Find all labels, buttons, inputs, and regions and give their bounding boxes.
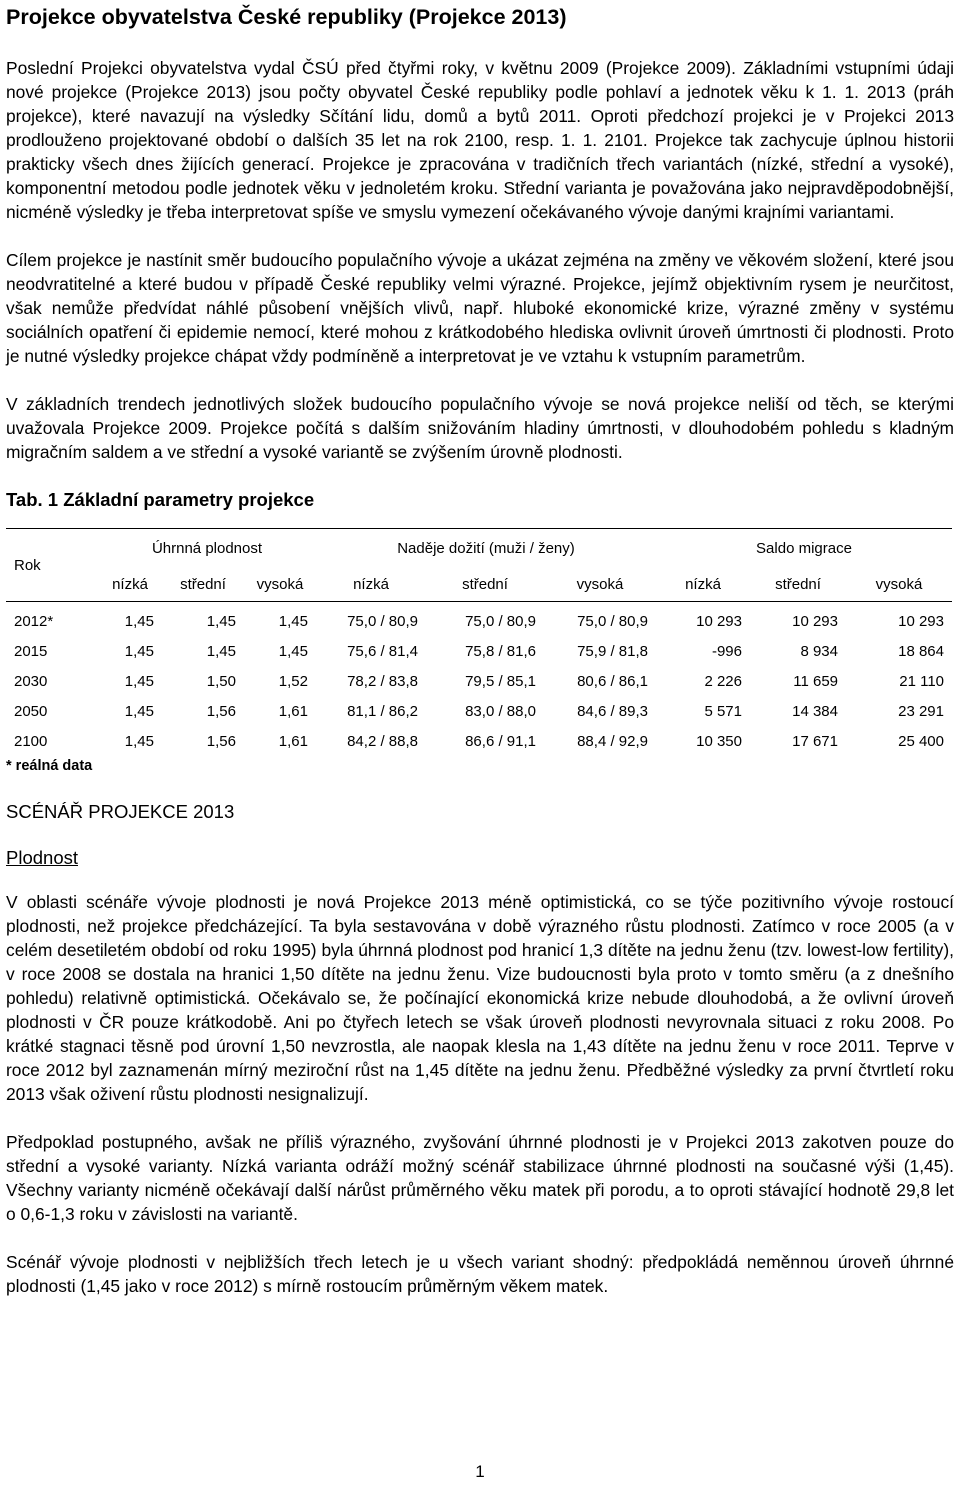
header-variant: vysoká [544, 567, 656, 602]
table-cell: 21 110 [899, 672, 944, 690]
table-cell: 1,45 [278, 642, 308, 660]
page-title: Projekce obyvatelstva České republiky (Projekce 2013) [6, 5, 567, 29]
page-number: 1 [475, 1462, 485, 1481]
table-cell: 80,6 / 86,1 [577, 672, 648, 690]
table-cell: 1,45 [206, 642, 236, 660]
table-row [6, 606, 952, 636]
table-cell: 75,9 / 81,8 [577, 642, 648, 660]
row-year: 2030 [14, 672, 48, 690]
table-cell: 75,0 / 80,9 [347, 612, 418, 630]
paragraph-fertility-scenario: V oblasti scénáře vývoje plodnosti je nová Projekce 2013 méně optimistická, co se týče pozitivního vývoje rostoucí plodnosti, než projekce předcházející. Ta byla sestavována v době výrazného růstu plodnosti. Zatímco v roce 2005 (a v celém desetiletém období od roku 1995) byla úhrnná plodnost pod hranicí 1,3 dítěte na jednu ženu (tzv. lowest-low fertility), v roce 2008 se dostala na hranici 1,50 dítěte na jednu ženu. Vize budoucnosti byla proto v tomto směru (a z dnešního pohledu) relativně optimistická. Očekávalo se, že počínající ekonomická krize nebude dlouhodobá, a že ovlivní úroveň plodnosti v ČR pouze krátkodobě. Ani po čtyřech letech se však úroveň plodnosti nevyrovnala situaci z roku 2008. Po krátké stagnaci těsně pod úrovní 1,50 nevzrostla, ale naopak klesla na 1,43 dítěte na jednu ženu v roce 2011. Teprve v roce 2012 byl zaznamenán mírný meziroční růst na 1,45 dítěte na jednu ženu. Předběžné výsledky za první čtvrtletí roku 2013 však oživení růstu plodnosti nesignalizují. [6, 892, 954, 1104]
table-cell: 1,45 [124, 672, 154, 690]
table-cell: 1,45 [206, 612, 236, 630]
table-row [6, 696, 952, 726]
table-header-row [6, 529, 952, 568]
table-cell: -996 [711, 642, 742, 660]
paragraph-goal: Cílem projekce je nastínit směr budoucího populačního vývoje a ukázat zejména na změny ve věkovém složení, které jsou neodvratitelné a které budou v případě České republiky velmi výrazné. Projekce, jejímž objektivním rysem je neurčitost, však nemůže předvídat náhlé působení vnějších vlivů, např. hluboké ekonomické krize, výrazné změny v systému sociálních opatření či epidemie nemocí, které mohou z krátkodobého hlediska ovlivnit úroveň úmrtnosti či plodnosti. Proto je nutné výsledky projekce chápat vždy podmíněně a interpretovat je ve vztahu k vstupním parametrům. [6, 250, 954, 366]
row-year: 2012* [14, 612, 54, 630]
table-row [6, 636, 952, 666]
table-cell: 23 291 [898, 702, 944, 720]
table-cell: 25 400 [898, 732, 944, 750]
table-cell: 1,45 [124, 612, 154, 630]
table-cell: 83,0 / 88,0 [465, 702, 536, 720]
table-cell: 10 293 [696, 612, 742, 630]
header-variant: nízká [316, 567, 426, 602]
table-cell: 79,5 / 85,1 [465, 672, 536, 690]
header-rok: Rok [6, 529, 98, 602]
paragraph-fertility-assumption: Předpoklad postupného, avšak ne příliš výrazného, zvyšování úhrnné plodnosti je v Projekci 2013 zakotven pouze do střední a vysoké varianty. Nízká varianta odráží možný scénář stabilizace úhrnné plodnosti na současné výši (1,45). Všechny varianty nicméně očekávají další nárůst průměrného věku matek při porodu, a to oproti stávající hodnotě 29,8 let o 0,6-1,3 roku v závislosti na variantě. [6, 1132, 954, 1224]
table-row [6, 666, 952, 696]
table-cell: 1,45 [124, 732, 154, 750]
table-cell: 75,8 / 81,6 [465, 642, 536, 660]
table-cell: 81,1 / 86,2 [347, 702, 418, 720]
table-cell: 84,6 / 89,3 [577, 702, 648, 720]
table-cell: 2 226 [704, 672, 742, 690]
table-cell: 1,52 [278, 672, 308, 690]
table-cell: 75,0 / 80,9 [577, 612, 648, 630]
table-cell: 75,0 / 80,9 [465, 612, 536, 630]
table-cell: 1,61 [278, 732, 308, 750]
table-cell: 75,6 / 81,4 [347, 642, 418, 660]
header-variant: nízká [656, 567, 750, 602]
table-cell: 1,56 [206, 732, 236, 750]
table-cell: 1,45 [124, 642, 154, 660]
table-cell: 14 384 [792, 702, 838, 720]
table-cell: 10 293 [898, 612, 944, 630]
table-row [6, 726, 952, 756]
table-footnote: * reálná data [6, 758, 93, 774]
table-cell: 10 350 [696, 732, 742, 750]
table-cell: 17 671 [792, 732, 838, 750]
table-cell: 11 659 [793, 672, 838, 690]
table-cell: 8 934 [800, 642, 838, 660]
table-cell: 5 571 [704, 702, 742, 720]
header-variant: nízká [98, 567, 162, 602]
table-cell: 1,56 [206, 702, 236, 720]
header-variant: vysoká [846, 567, 952, 602]
table-cell: 78,2 / 83,8 [347, 672, 418, 690]
table-cell: 84,2 / 88,8 [347, 732, 418, 750]
paragraph-intro: Poslední Projekci obyvatelstva vydal ČSÚ před čtyřmi roky, v květnu 2009 (Projekce 2009). Základními vstupními údaji nové projekce (Projekce 2013) jsou počty obyvatel České republiky podle pohlaví a jednotek věku k 1. 1. 2013 (práh projekce), které navazují na výsledky Sčítání lidu, domů a bytů 2011. Oproti předchozí projekci je v Projekci 2013 prodlouženo projektované období o dalších 35 let na rok 2100, resp. 1. 1. 2101. Projekce tak zachycuje úplnou historii prakticky všech dnes žijících generací. Projekce je zpracována v tradičních třech variantách (nízké, střední a vysoké), komponentní metodou podle jednotek věku v jednoletém kroku. Střední varianta je považována jako nejpravděpodobnější, nicméně výsledky je třeba interpretovat spíše ve smyslu vymezení očekávaného vývoje danými krajními variantami. [6, 58, 954, 222]
header-variant: vysoká [244, 567, 316, 602]
table-cell: 88,4 / 92,9 [577, 732, 648, 750]
table-cell: 18 864 [898, 642, 944, 660]
row-year: 2050 [14, 702, 48, 720]
table-cell: 1,45 [278, 612, 308, 630]
parameters-table [6, 528, 952, 756]
paragraph-trends: V základních trendech jednotlivých složek budoucího populačního vývoje se nová projekce neliší od těch, se kterými uvažovala Projekce 2009. Projekce počítá s dalším snižováním hladiny úmrtnosti, v dlouhodobém pohledu s kladným migračním saldem a ve střední a vysoké variantě se zvýšením úrovně plodnosti. [6, 394, 954, 462]
row-year: 2015 [14, 642, 48, 660]
table-cell: 1,61 [278, 702, 308, 720]
header-group-fertility: Úhrnná plodnost [98, 529, 316, 568]
table-cell: 1,45 [124, 702, 154, 720]
table-subheader-row [6, 567, 952, 602]
header-group-migration: Saldo migrace [656, 529, 952, 568]
table-cell: 1,50 [206, 672, 236, 690]
table-caption: Tab. 1 Základní parametry projekce [6, 489, 315, 510]
header-group-life-expectancy: Naděje dožití (muži / ženy) [316, 529, 656, 568]
row-year: 2100 [14, 732, 48, 750]
header-variant: střední [426, 567, 544, 602]
header-variant: střední [750, 567, 846, 602]
header-variant: střední [162, 567, 244, 602]
table-cell: 10 293 [792, 612, 838, 630]
subsection-title: Plodnost [6, 847, 78, 868]
table-cell: 86,6 / 91,1 [465, 732, 536, 750]
section-title: SCÉNÁŘ PROJEKCE 2013 [6, 801, 235, 822]
paragraph-fertility-near-term: Scénář vývoje plodnosti v nejbližších třech letech je u všech variant shodný: předpokládá neměnnou úroveň úhrnné plodnosti (1,45 jako v roce 2012) s mírně rostoucím průměrným věkem matek. [6, 1252, 954, 1296]
